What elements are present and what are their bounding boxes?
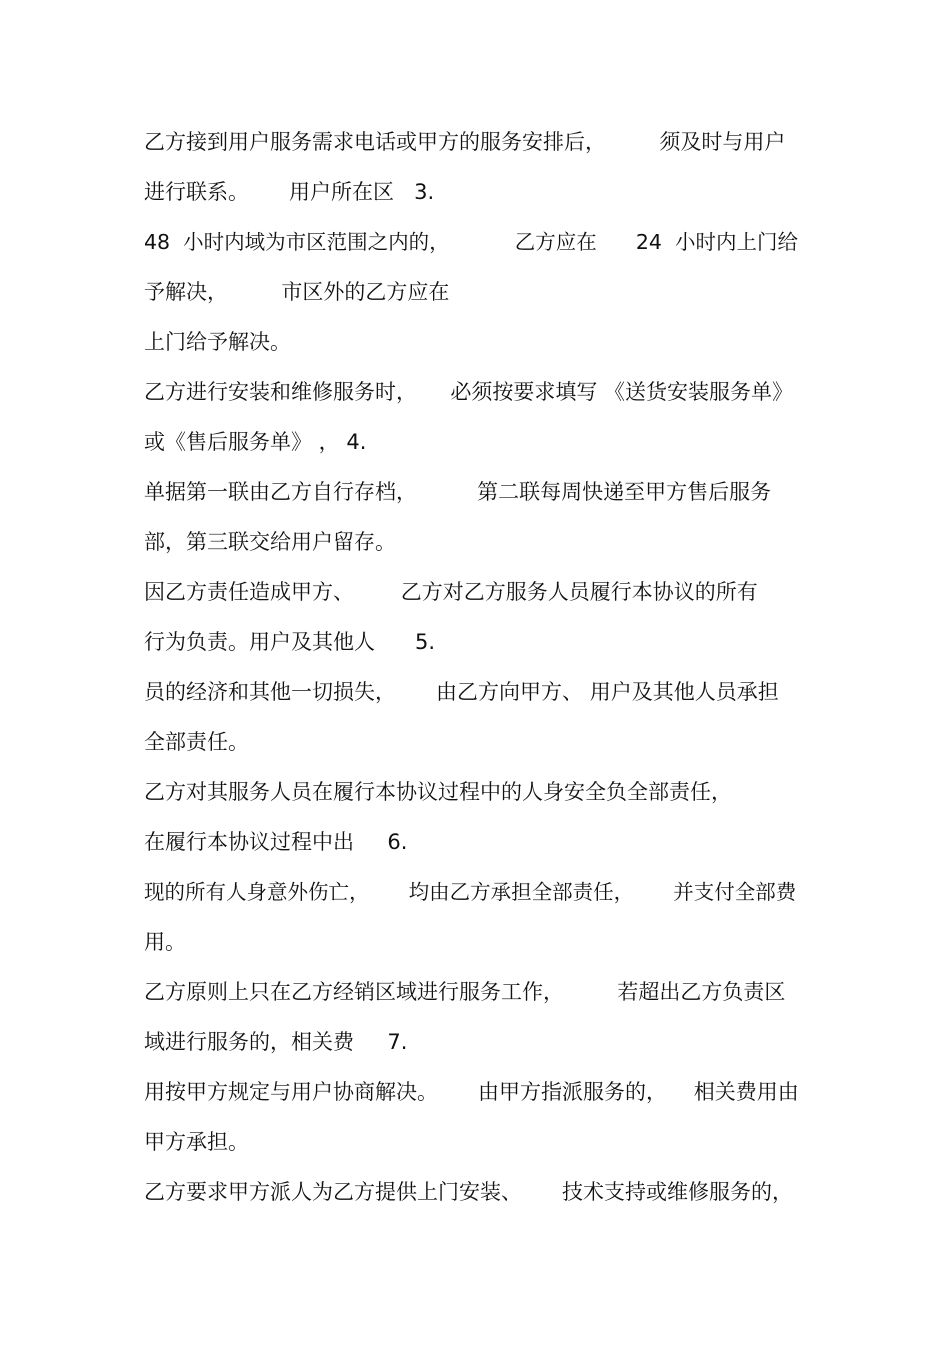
text-line: 因乙方责任造成甲方、 乙方对乙方服务人员履行本协议的所有	[144, 580, 758, 604]
text-line: 上门给予解决。	[144, 330, 291, 354]
text-line: 员的经济和其他一切损失， 由乙方向甲方、 用户及其他人员承担	[144, 680, 779, 704]
text-line: 现的所有人身意外伤亡， 均由乙方承担全部责任， 并支付全部费	[144, 880, 797, 904]
text-line: 48 小时内域为市区范围之内的， 乙方应在 24 小时内上门给	[144, 230, 798, 254]
text-line: 在履行本协议过程中出 6.	[144, 830, 408, 854]
text-line: 乙方对其服务人员在履行本协议过程中的人身安全负全部责任，	[144, 780, 732, 804]
text-line: 乙方进行安装和维修服务时， 必须按要求填写 《送货安装服务单》	[144, 380, 794, 404]
text-line: 乙方接到用户服务需求电话或甲方的服务安排后， 须及时与用户	[144, 130, 786, 154]
text-line: 全部责任。	[144, 730, 249, 754]
text-line: 单据第一联由乙方自行存档， 第二联每周快递至甲方售后服务	[144, 480, 772, 504]
text-line: 或《售后服务单》 ， 4.	[144, 430, 367, 454]
text-line: 进行联系。 用户所在区 3.	[144, 180, 435, 204]
text-line: 甲方承担。	[144, 1130, 249, 1154]
text-line: 域进行服务的，相关费 7.	[144, 1030, 408, 1054]
text-line: 用。	[144, 930, 186, 954]
text-line: 乙方要求甲方派人为乙方提供上门安装、 技术支持或维修服务的，	[144, 1180, 794, 1204]
text-line: 行为负责。用户及其他人 5.	[144, 630, 436, 654]
text-line: 用按甲方规定与用户协商解决。 由甲方指派服务的， 相关费用由	[144, 1080, 799, 1104]
text-line: 予解决， 市区外的乙方应在	[144, 280, 450, 304]
text-line: 部，第三联交给用户留存。	[144, 530, 396, 554]
text-line: 乙方原则上只在乙方经销区域进行服务工作， 若超出乙方负责区	[144, 980, 786, 1004]
